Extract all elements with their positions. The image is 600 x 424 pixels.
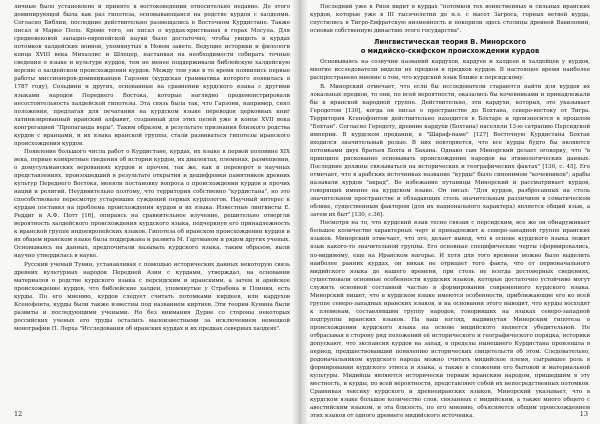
- paragraph: Основываясь на созвучии названий кардухов, кардуев и халдеев и халдейцев у курдов, многие исследователи видели их предков в предков курдов. В настоящее время наиболее распространено мнение о том, что курдский язык ближе к персидскому.: [310, 59, 590, 82]
- section-title: [310, 38, 590, 55]
- page-number-left: 12: [14, 410, 23, 418]
- paragraph: Русский ученый Тунин, устанавливая с помощью исторических данных некоторую связь древних культурных народов Передней Азии с курдами, утверждал, на основании материалов о родстве курдского языка с персидским и иранскими, а затем и арийское происхождение курдов, что библейские халдеи, упомянутые у Страбона и Плиния, есть курды. По его мнению, курдов следует считать потомками кирдеев, или кардухов Ксенофонта, курды были также известны под названием киртиев. Эти теории Кунина были развиты и последующими учеными. Но без внимания Дурне со стороны некоторых российских ученых его труды остались малоизвестными за исключением немецкой монографии П. Лерха "Исследования об иранских курдах и их предках северных халдеях".: [14, 261, 290, 332]
- section-title-line: о мидийско-скифском происхождении курдов: [360, 46, 540, 55]
- section-title-line: Лингвистическая теория В. Минорского: [374, 38, 526, 47]
- page-number-right: 13: [579, 410, 588, 418]
- paragraph: личные было установлено и принято в востоковедении относительно недавно. До этого доминирующей была как раз гипотеза, основывающаяся на родстве курдов с халдеями. Согласно Библии, последние действительно размещались в Восточном Курдистане. Также писал и Марко Поло. Кроме того, он писал о курдах-христианах в горах Мосула. Для средневековой западно-европейской науки было достаточно, чтобы увидеть в курдах потомков халдейских воинов, упомянутых в Новом завете. Ведущие историки и филологи конца XVIII века Михаэлис и Шлецер, настаивая на необходимости собирать точные сведения о языке и культуре курдов, тем не менее поддерживали библейскую халдейскую версию о халдейском происхождении курдов. Между тем уже в то время появились первые работы миссионеров-доминиканцев Гарзони (курдская грамматика которого появилась в 1787 году), Сольдини и других, основанные на сравнении курдского языка с другими языками народов Переднего Востока, которые наглядно продемонстрировали несостоятельность халдейской гипотезы. Эта связь была так, что Гарзони, например, снял положения, предлагая для печатания на курдском языке переводов церковных книг латинизированный иранский алфавит, созданный для этих целей уже в конце XVII века конгрегацией "Пропаганда веры". Таким образом, в результате признания близкого родства курдов с иранцами, и их языка иранской группы, стали развиваться гипотезы иранского происхождения курдов.: [14, 4, 290, 147]
- right-page: [300, 0, 600, 424]
- paragraph: Несмотря на то, что курдский язык тесно связан с персидским, все же он обнаруживает большое количество характерных черт и принадлежит к северо-западной группе иранских языков. Минорский отмечает, что это, делает вывод, что в основе курдского языка лежит язык какого-то значительной группы. Его основные специфические черты сформировались, по-видимому, еще на Иранском нагорье. И хотя для того времени можно было выделить наиболее ранних курдах, он никак не отрицает того факта, что от первоначального мидийского языка до нашего времени, при столь не всегда достоверных сведениях, существовали основные особенности курдских языков, которые достаточно устойчиво могут служить основной составной частью в формировании современного курдского языка. Минорский пишет, что в курдском языке имеются особенности, приближающие его ко всей группе северо-западных иранских языков, и на основании этого выводит, что курды восходят к племенам, составлявшим группу народов, говоривших на языках северо-западной подгруппы иранских языков. На наш взгляд, выдвинутая Минорским гипотеза о происхождении курдского языка на основе мидийского является убедительной. Не отбрасывая в сторону ряд положений её исторического и географического порядка, историки допускают, что экспансия курдов на запад, в пределы нынешнего Курдистана произошла в период, предшествовавший появлению исторических свидетельств об этом. Следовательно, родоначальником курдского народа можно считать мидийское племя, сыгравшее роль в формировании курдского этноса и языка, а также в сложении его бытовой и материальной культуры. Мидийцы являются исторически первым иранским народом, пришедшим в эту местность, и курды, по всей вероятности, представляют собой их непосредственных потомков. Сравнивая лексику курдского и древнеиранских языков, Минорский указывает, что в курдском языке большое количество слов, связанных с мидийским, а также много общего с авестийским языком, и эта близость, по его мнению, объясняется общим происхождением этих языков от одного древнего мидийского источника.: [310, 220, 590, 420]
- paragraph: Появление большого числа работ о Курдистане, курдах, их языке в первой половине XIX века, первые конкретные сведения об истории курдов, их диалектах, племенах, размещении, о домусульманских верованиях курдов и прочем, так же, как и переворот в научных представлениях, произошедший в результате открытия и дешифровки памятников древних культур Переднего Востока, меняли постановку вопроса о происхождении курдов и прочих наций и религий. Неудивительно поэтому, что территория собственно "курдистана", но это способствовало пересмотру устаревших суждений первых курдологов. Научный интерес к курдам поставил на проблема происхождения курдов и их языка. Известные лингвисты Е. Реддиг и А.Ф. Потт [16], опираясь на сравнительное изучение, решительно отвергли вероятность халдейского происхождения курдского языка, подчеркнув его принадлежность к иранской группе индоевропейских языков. Гипотеза об иранском происхождении курдов и их общем иранском языке была поддержана и развита М. Гартманом и рядом других ученых. Основываясь на данных, предпочитали называть курдского языка, таким образом, выли научно утвердилась в науке.: [14, 148, 290, 260]
- left-page-text: [14, 3, 290, 333]
- paragraph: В. Минорский отмечает, что если бы исследователи стараются найти для курдов их локальных предков, то они, по всей вероятности, оказались бы кочевниками и принадлежали бы к иранской народной группе. Действительно, эти кардухи, которых, это указывает Геродотом [130], когда он писал о пространстве до Бохтана, северо-востоку от Тигра. Территория Ксенофонтом действительно находится в Бохтаре и произносится в прошлом "Бохтан". Согласно Геродоту, древние кардухи (Бохтана) населяли 13-ю сатрапию Персидской империи. В курдском предании, в "Шараф-наме" [127] Восточную Курдистана Бохтан входился значительный ролью. В них повторяется, что все курды будто бы являются потомками двух братьев Бохта и Бахана. Однако сам Минорский делает оговорку, что "в принципе рискованно основывать происхождение народов на этимологических данных. Последние должны связываться на исторических и географических фактах" [130, с. 45]. Его отмечает, что в арабских источниках название "курды" было синонимом "кочевников"; арабы называли курдов "акрад". Во избежание путаницы Минорский и рассматривает курдов, говорящих именно на курдском языке. Он писал: "Для курдов, разбросанных на столь значительном пространстве и обладающих столь значительным различием в соматическом облике, существенным фактором (для их национального характера) является общий язык, а затем их быт" [130, с.36].: [310, 83, 590, 219]
- right-page-text: [310, 3, 590, 420]
- paragraph: Последний уже в Риоя видит в курдах "потомков тех воинственных и сильных иранских курдов, которые уже в III тысячелетии до н.э. с высот Загроса, горных ветвей курда, спустились в Тигро-Евфратскую низменность и покорили здесь столицы древней Вавилонии, основав собственную династию этого государства".: [310, 4, 590, 35]
